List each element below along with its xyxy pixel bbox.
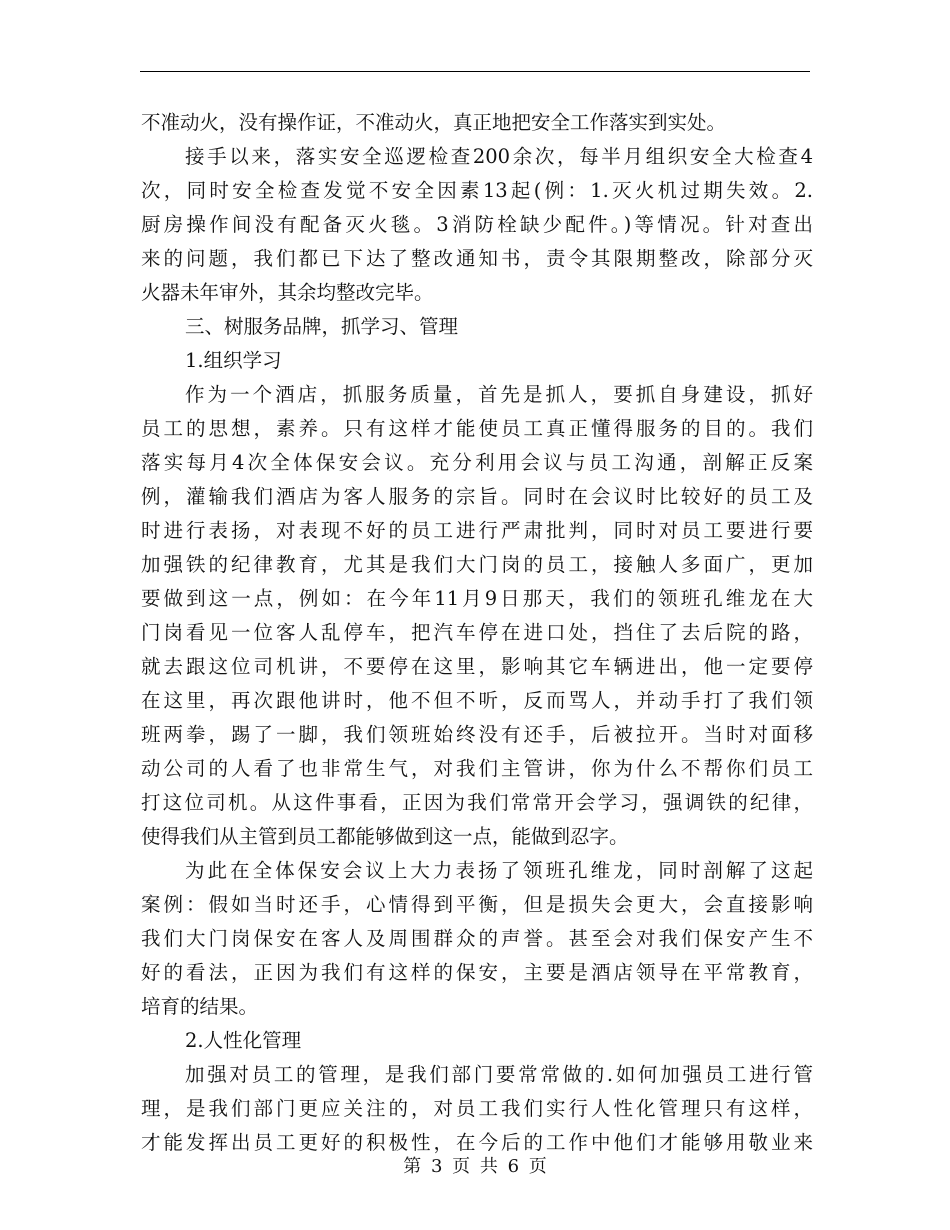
text-line: 在这里，再次跟他讲时，他不但不听，反而骂人，并动手打了我们领 (141, 689, 813, 712)
text-line: 动公司的人看了也非常生气，对我们主管讲，你为什么不帮你们员工 (141, 757, 813, 780)
text-line: 落实每月4次全体保安会议。充分利用会议与员工沟通，剖解正反案 (141, 451, 813, 474)
text-line: 加强铁的纪律教育，尤其是我们大门岗的员工，接触人多面广，更加 (141, 553, 813, 576)
text-line: 为此在全体保安会议上大力表扬了领班孔维龙，同时剖解了这起 (185, 859, 813, 882)
text-line: 打这位司机。从这件事看，正因为我们常常开会学习，强调铁的纪律， (141, 791, 813, 814)
text-line: 好的看法，正因为我们有这样的保安，主要是酒店领导在平常教育， (141, 961, 813, 984)
body-text (141, 106, 813, 1160)
header-rule (140, 71, 810, 72)
text-line: 来的问题，我们都已下达了整改通知书，责令其限期整改，除部分灭 (141, 247, 813, 270)
text-line: 培育的结果。 (141, 995, 259, 1018)
text-line: 案例：假如当时还手，心情得到平衡，但是损失会更大，会直接影响 (141, 893, 813, 916)
text-line: 要做到这一点，例如：在今年11月9日那天，我们的领班孔维龙在大 (141, 587, 813, 610)
text-line: 门岗看见一位客人乱停车，把汽车停在进口处，挡住了去后院的路， (141, 621, 813, 644)
text-line: 三、树服务品牌，抓学习、管理 (185, 315, 459, 338)
text-line: 使得我们从主管到员工都能够做到这一点，能做到忍字。 (141, 825, 629, 848)
text-line: 加强对员工的管理，是我们部门要常常做的.如何加强员工进行管 (185, 1063, 813, 1086)
text-line: 我们大门岗保安在客人及周围群众的声誉。甚至会对我们保安产生不 (141, 927, 813, 950)
text-line: 作为一个酒店，抓服务质量，首先是抓人，要抓自身建设，抓好 (185, 383, 813, 406)
text-line: 才能发挥出员工更好的积极性，在今后的工作中他们才能够用敬业来 (141, 1131, 813, 1154)
text-line: 时进行表扬，对表现不好的员工进行严肃批判，同时对员工要进行要 (141, 519, 813, 542)
text-line: 次，同时安全检查发觉不安全因素13起(例：1.灭火机过期失效。2. (141, 179, 813, 202)
text-line: 1.组织学习 (185, 349, 282, 372)
text-line: 火器未年审外，其余均整改完毕。 (141, 281, 434, 304)
text-line: 例，灌输我们酒店为客人服务的宗旨。同时在会议时比较好的员工及 (141, 485, 813, 508)
text-line: 不准动火，没有操作证，不准动火，真正地把安全工作落实到实处。 (141, 111, 727, 134)
page-number-footer: 第 3 页 共 6 页 (403, 1156, 547, 1177)
text-line: 员工的思想，素养。只有这样才能使员工真正懂得服务的目的。我们 (141, 417, 813, 440)
text-line: 就去跟这位司机讲，不要停在这里，影响其它车辆进出，他一定要停 (141, 655, 813, 678)
text-line: 厨房操作间没有配备灭火毯。3消防栓缺少配件。)等情况。针对查出 (141, 213, 813, 236)
text-line: 接手以来，落实安全巡逻检查200余次，每半月组织安全大检查4 (185, 145, 813, 168)
text-line: 班两拳，踢了一脚，我们领班始终没有还手，后被拉开。当时对面移 (141, 723, 813, 746)
text-line: 理，是我们部门更应关注的，对员工我们实行人性化管理只有这样， (141, 1097, 813, 1120)
text-line: 2.人性化管理 (185, 1029, 302, 1052)
